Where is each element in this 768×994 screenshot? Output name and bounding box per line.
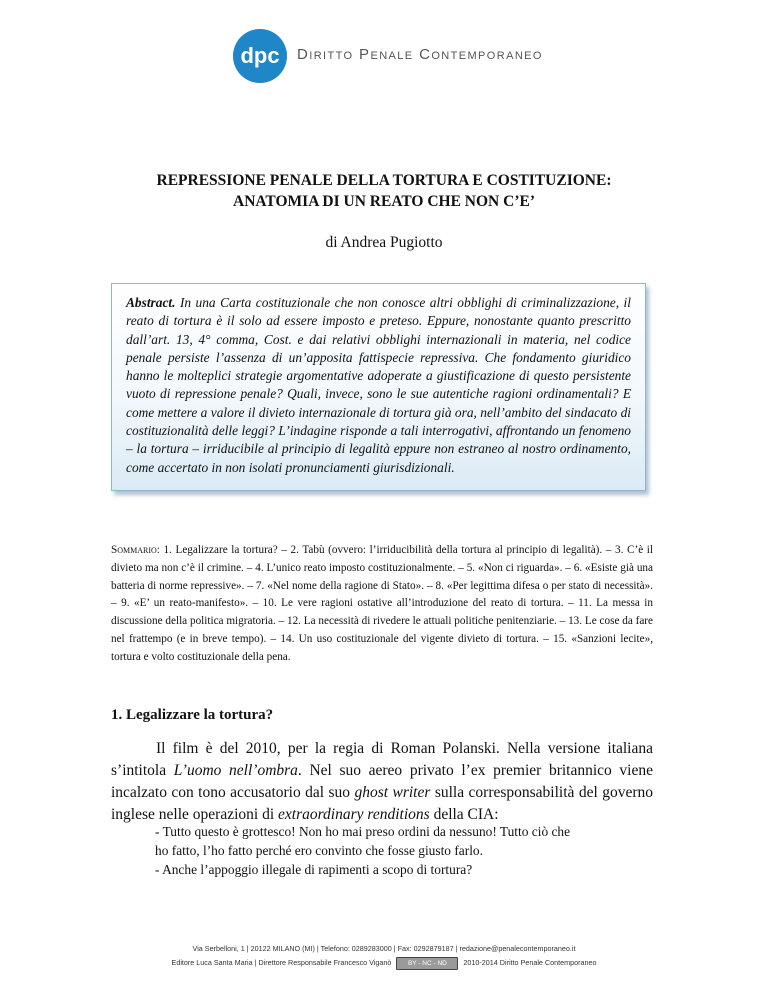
renditions-term: extraordinary renditions xyxy=(278,806,430,823)
ghost-writer-term: ghost writer xyxy=(354,784,431,801)
title-line-1: REPRESSIONE PENALE DELLA TORTURA E COSTITUZIONE: xyxy=(156,172,612,189)
quote-line: - Anche l’appoggio illegale di rapimenti a scopo di tortura? xyxy=(155,862,473,877)
footer-contact: Via Serbelloni, 1 | 20122 MILANO (MI) | Telefono: 0289283000 | Fax: 0292879187 | redazione@penalecontemporaneo.it xyxy=(192,944,576,953)
masthead xyxy=(0,28,768,84)
abstract-box xyxy=(111,283,646,491)
dialogue-quote xyxy=(155,822,625,879)
logo-text: dpc xyxy=(240,43,280,68)
journal-name: Diritto Penale Contemporaneo xyxy=(297,46,543,63)
film-title: L’uomo nell’ombra xyxy=(173,762,298,779)
table-of-contents xyxy=(111,542,653,667)
sommario-label: Sommario xyxy=(111,544,157,556)
cc-license-badge[interactable]: BY - NC - ND xyxy=(396,957,458,970)
page-footer xyxy=(0,942,768,970)
sommario-text: : 1. Legalizzare la tortura? – 2. Tabù (ovvero: l’irriducibilità della tortura al principio di legalità). – 3. C’è il divieto ma non c’è il crimine. – 4. L’unico reato imposto costituzionalmente. – 5. «Non ci riguarda». – 6. «Esiste già una batteria di norme repressive». – 7. «Nel nome della ragione di Stato». – 8. «Per legittima difesa o per stato di necessità». – 9. «E’ un reato-manifesto». – 10. Le vere ragioni ostative all’introduzione del reato di tortura. – 11. La messa in discussione della politica migratoria. – 12. La necessità di rivedere le attuali politiche penitenziarie. – 13. Le cose da fare nel frattempo (e in breve tempo). – 14. Un uso costituzionale del vigente divieto di tortura. – 15. «Sanzioni lecite», tortura e volto costituzionale della pena. xyxy=(111,544,653,663)
footer-publisher: Editore Luca Santa Maria | Direttore Responsabile Francesco Viganò BY - NC - ND 2010-2014 Diritto Penale Contemporaneo xyxy=(0,956,768,970)
abstract-label: Abstract. xyxy=(126,295,176,310)
body-paragraph: Il film è del 2010, per la regia di Roman Polanski. Nella versione italiana s’intitola L’uomo nell’ombra. Nel suo aereo privato l’ex premier britannico viene incalzato con tono accusatorio dal suo ghost writer sulla corresponsabilità del governo inglese nelle operazioni di extraordinary renditions della CIA: xyxy=(111,740,653,823)
dpc-logo xyxy=(232,28,292,84)
author-line: di Andrea Pugiotto xyxy=(325,234,443,251)
title-line-2: ANATOMIA DI UN REATO CHE NON C’E’ xyxy=(233,193,535,210)
abstract-text: In una Carta costituzionale che non conosce altri obblighi di criminalizzazione, il reato di tortura è il solo ad essere imposto e preteso. Eppure, nonostante quanto prescritto dall’art. 13, 4° comma, Cost. e dai relativi obblighi internazionali in materia, nel codice penale persiste l’assenza di un’apposita fattispecie repressiva. Che fondamento giuridico hanno le molteplici strategie argomentative adoperate a giustificazione di questo persistente vuoto di repressione penale? Quali, invece, sono le sue autentiche ragioni ordinamentali? E come mettere a valore il divieto internazionale di tortura già ora, nell’ambito del sindacato di costituzionalità delle leggi? L’indagine risponde a tali interrogativi, affrontando un fenomeno – la tortura – irriducibile al principio di legalità eppure non estraneo al nostro ordinamento, come accertato in non isolati pronunciamenti giurisdizionali. xyxy=(126,295,631,475)
quote-line: - Tutto questo è grottesco! Non ho mai preso ordini da nessuno! Tutto ciò che xyxy=(155,824,571,839)
quote-line: ho fatto, l’ho fatto perché ero convinto che fosse giusto farlo. xyxy=(155,843,483,858)
article-title xyxy=(0,170,768,212)
section-heading: 1. Legalizzare la tortura? xyxy=(111,707,274,723)
